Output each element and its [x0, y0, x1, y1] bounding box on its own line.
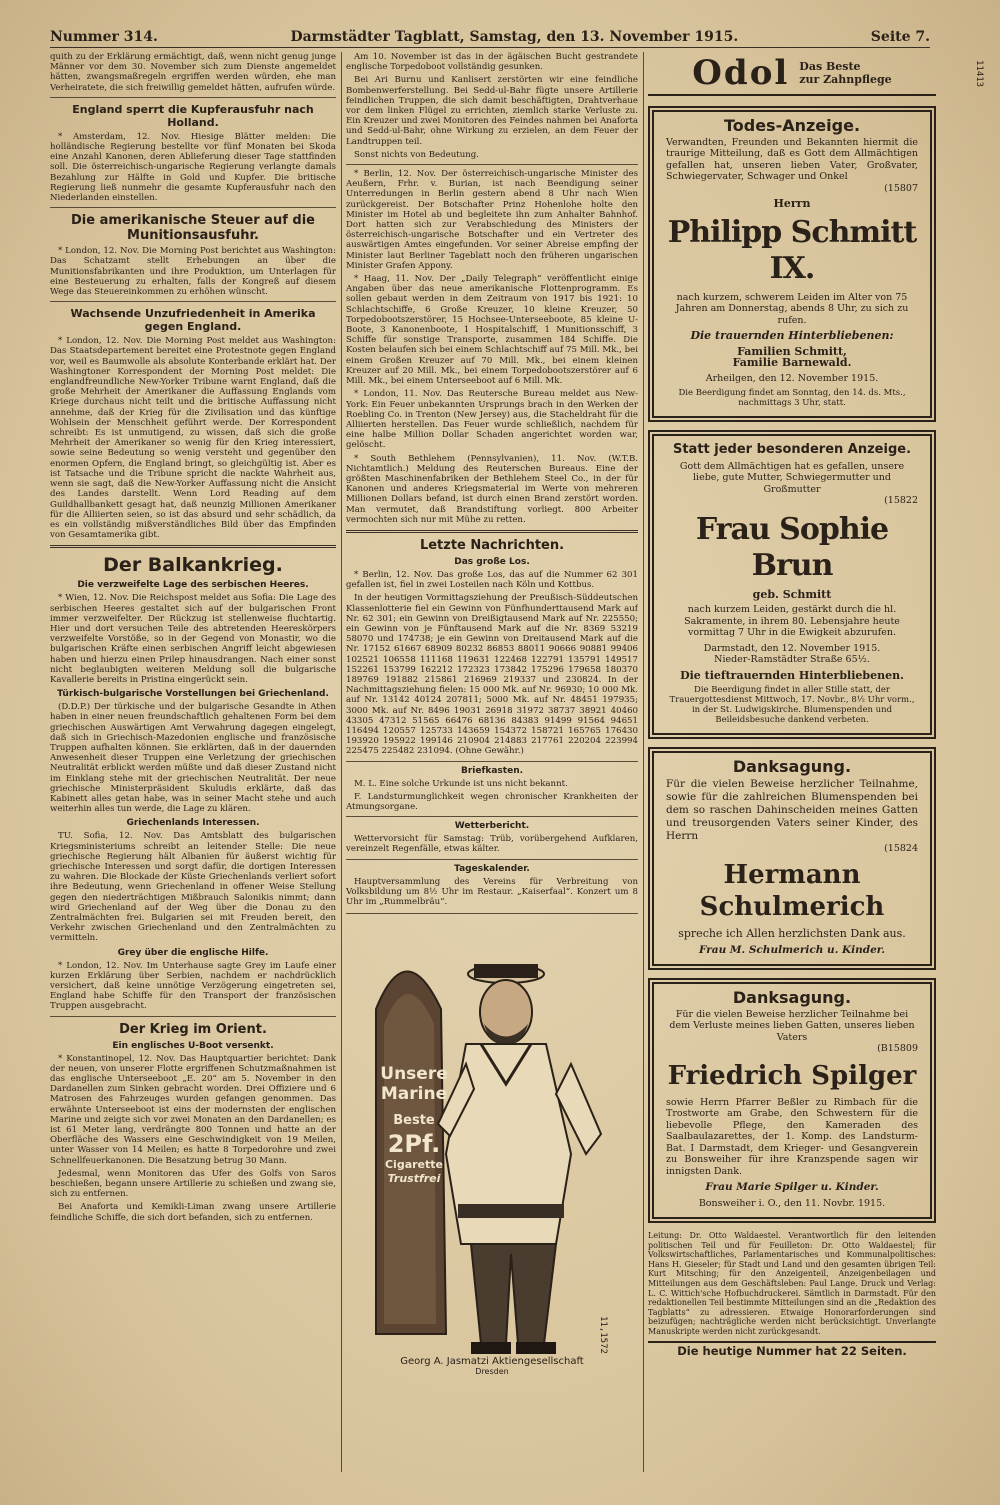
- family-name: Familien Schmitt,: [737, 344, 847, 358]
- column-3: [648, 52, 936, 1472]
- deceased-name: Philipp Schmitt IX.: [667, 214, 917, 286]
- deceased-name: Friedrich Spilger: [667, 1060, 917, 1091]
- company-name: Georg A. Jasmatzi Aktiengesellschaft: [400, 1355, 584, 1367]
- ad-title: Todes-Anzeige.: [723, 116, 861, 135]
- divider: [50, 545, 336, 548]
- deceased-name: Frau Sophie Brun: [695, 511, 889, 583]
- article-text: * Berlin, 12. Nov. Der österreichisch-ungarische Minister des Aeußern, Frhr. v. Burian, ist nach Beendigung seiner Unterredungen in Berlin gestern abend 8 Uhr nach Wien zurückgereist. Der Botschafter Prinz Hohenlohe holte den Minister im Hotel ab und begleitete ihn zum Anhalter Bahnhof. Dort hatten sich zur Verabschiedung des Ministers der österreichisch-ungarische Botschafter und ein Vertreter des auswärtigen Amtes eingefunden. Vor seiner Abreise empfing der Minister laut Berliner Tageblatt noch den früheren ungarischen Minister Grafen Appony.: [346, 169, 638, 271]
- ad-line: Trustfrei: [387, 1172, 441, 1186]
- deceased-name: Hermann Schulmerich: [699, 860, 885, 922]
- article-text: * London, 11. Nov. Das Reutersche Bureau meldet aus New-York: Ein Feuer unbekannten Ursprungs brach in den Werken der Roebling Co. in Trenton (New Jersey) aus, die Stacheldraht für die Alliierten herstellen. Das Feuer wurde schließlich, nachdem für eine halbe Million Dollar Schaden angerichtet worden war, gelöscht.: [346, 389, 638, 451]
- odol-tagline: [799, 60, 891, 86]
- subheadline: Briefkasten.: [460, 765, 524, 776]
- ad-text: nach kurzem Leiden, gestärkt durch die hl. Sakramente, in ihrem 80. Lebensjahre heute vormittag 7 Uhr in die Ewigkeit abzurufen.: [684, 604, 900, 638]
- burial-info: Die Beerdigung findet in aller Stille statt, der Trauergottesdienst Mittwoch, 17. Novbr., 8½ Uhr vorm., in der St. Ludwigskirche. Blumenspenden und Beileidsbesuche dankend verbeten.: [669, 685, 915, 725]
- ad-line: Cigarette: [384, 1158, 443, 1172]
- odol-advertisement: [648, 52, 936, 96]
- odol-brand: Odol: [692, 52, 790, 93]
- ad-line: Marine: [380, 1084, 448, 1105]
- ad-line: Beste: [393, 1113, 435, 1129]
- column-2: [346, 52, 638, 1472]
- divider: [50, 207, 336, 208]
- article-text: * Haag, 11. Nov. Der „Daily Telegraph“ veröffentlicht einige Angaben über das neue amerikanische Flottenprogramm. Es sollen gebaut werden in dem Zeitraum von 1917 bis 1921: 10 Schlachtschiffe, 6 Große Kreuzer, 10 kleine Kreuzer, 50 Torpedobootszerstörer, 15 Hochsee-Unterseeboote, 85 kleine U-Boote, 3 Kanonenboote, 1 Hospitalschiff, 1 Munitionsschiff, 3 Schiffe für sonstige Transporte, zusammen 184 Schiffe. Die Kosten belaufen sich bei einem Schlachtschiff auf 75 Mill. Mk., bei einem Großen Kreuzer auf 70 Mill. Mk., bei einem kleinen Kreuzer auf 20 Mill. Mk., bei einem Torpedobootszerstörer auf 6 Mill. Mk., bei einem Unterseeboot auf 6 Mill. Mk.: [346, 274, 638, 387]
- ad-text: Für die vielen Beweise herzlicher Teilnahme bei dem Verluste meines lieben Gatten, unseres lieben Vaters: [669, 1008, 915, 1043]
- subheadline: Griechenlands Interessen.: [126, 818, 260, 829]
- ad-ref: (B15809: [877, 1043, 918, 1054]
- article-text: * London, 12. Nov. Die Morning Post berichtet aus Washington: Das Schatzamt stellt Erhebungen an über die Munitionsfabrikanten und ihre Produktion, um Unterlagen für eine Besteuerung zu erhalten, falls der Kongreß auf diesem Wege das Steuereinkommen zu erhöhen wünscht.: [50, 246, 336, 298]
- divider: [346, 859, 638, 860]
- ad-ref: (15822: [884, 495, 918, 506]
- article-text: * Amsterdam, 12. Nov. Hiesige Blätter melden: Die holländische Regierung bestellte vor fünf Monaten bei Skoda eine Anzahl Kanonen, deren Ablieferung dieser Tage stattfinden soll. Die österreichisch-ungarische Regierung verlangte damals Bezahlung zur Hälfte in Gold und Kupfer. Die britische Regierung ließ nunmehr die gesamte Kupferausfuhr nach den Niederlanden einstellen.: [50, 131, 336, 204]
- cigarette-advertisement: [346, 913, 638, 1383]
- sailor-figure: [438, 964, 601, 1354]
- ad-stamp: 11,1572: [598, 1316, 609, 1355]
- ad-line: Unsere: [380, 1064, 448, 1085]
- section-headline: Der Krieg im Orient.: [119, 1021, 267, 1037]
- burial-info: Die Beerdigung findet am Sonntag, den 14. ds. Mts., nachmittags 3 Uhr, statt.: [678, 388, 906, 408]
- ad-place-date: Bonsweiher i. O., den 11. Novbr. 1915.: [698, 1197, 886, 1209]
- mourners-heading: Die tieftrauernden Hinterbliebenen.: [680, 668, 904, 682]
- article-text: * South Bethlehem (Pennsylvanien), 11. Nov. (W.T.B. Nichtamtlich.) Meldung des Reuterschen Bureaus. Eine der größten Maschinenfabriken der Bethlehem Steel Co., in der für Kanonen und anderes Kriegsmaterial im Werte von mehreren Millionen Dollars befand, ist durch einen Brand zerstört worden. Man vermutet, daß Brandstiftung vorliegt. 800 Arbeiter vermochten sich nur mit Mühe zu retten.: [346, 453, 638, 525]
- ad-signature: Frau Marie Spilger u. Kinder.: [705, 1181, 879, 1193]
- divider: [50, 1016, 336, 1017]
- mourners-heading: Die trauernden Hinterbliebenen:: [690, 329, 894, 342]
- ad-text: Gott dem Allmächtigen hat es gefallen, unsere liebe, gute Mutter, Schwiegermutter und Großmutter: [679, 460, 905, 495]
- divider: [50, 97, 336, 98]
- ad-place-date: Darmstadt, den 12. November 1915.: [703, 642, 881, 654]
- article-text: (D.D.P.) Der türkische und der bulgarische Gesandte in Athen haben in einer neuen freundschaftlich gehaltenen Form bei dem griechischen Auswärtigen Amt Verwahrung dagegen eingelegt, daß sich in Griechisch-Mazedonien englische und französische Truppen aufhalten können. Sie erklärten, daß in der dauernden Anwesenheit dieser Truppen eine Verletzung der griechischen Neutralität erblickt werden müßte und daß dieser Zustand nicht im Einklang stehe mit der griechischen Neutralität. Der neue griechische Ministerpräsident Skuludis erklärte, daß das Kabinett alles getan habe, was in seiner Macht stehe und auch weiterhin alles tun werde, die Lage zu klären.: [50, 702, 336, 815]
- page-count-note: Die heutige Nummer hat 22 Seiten.: [648, 1341, 936, 1356]
- lottery-results: In der heutigen Vormittagsziehung der Preußisch-Süddeutschen Klassenlotterie fiel ein Gewinn von Fünfhunderttausend Mark auf Nr. 62 301; ein Gewinn von Dreißigtausend Mark auf Nr. 225550; ein Gewinn von je Fünftausend Mark auf die Nr. 8369 53219 58070 und 174738; je ein Gewinn von Dreitausend Mark auf die Nr. 17152 61667 68909 80232 86853 88011 90666 90881 99406 102521 106558 111168 119631 122468 122791 135791 149517 152261 153799 162212 172323 173842 175296 179658 180370 189769 191882 215861 216969 219337 und 230824. In der Nachmittagsziehung fielen: 15 000 Mk. auf Nr. 96930; 10 000 Mk. auf Nr. 13142 40124 207811; 5000 Mk. auf Nr. 48451 197935; 3000 Mk. auf Nr. 8496 19031 26918 31972 38737 38921 40460 43305 47312 51565 66476 68136 84383 91499 91564 94651 116494 120557 125733 143659 154372 158721 165765 176430 193920 195922 199146 210904 214883 217761 220204 223994 225475 225482 231094. (Ohne Gewähr.): [346, 593, 638, 757]
- cigarette-brand-text: [374, 1064, 454, 1186]
- obituary-schmitt: [648, 106, 936, 422]
- article-text: Sonst nichts von Bedeutung.: [354, 149, 479, 160]
- subheadline: Das große Los.: [454, 556, 530, 567]
- article-text: * London, 12. Nov. Im Unterhause sagte Grey im Laufe einer kurzen Erklärung über Serbien, nachdem er nachdrücklich versichert, daß keine unnötige Verzögerung eingetreten sei, England habe Schiffe für den Transport der französischen Truppen ausgebracht.: [50, 960, 336, 1012]
- danksagung-spilger: [648, 978, 936, 1223]
- odol-tag-line: Das Beste: [799, 60, 861, 73]
- issue-number: Nummer 314.: [50, 28, 158, 45]
- subheadline: Tageskalender.: [454, 863, 530, 874]
- company-city: Dresden: [475, 1367, 509, 1377]
- article-text: Bei Anaforta und Kemikli-Liman zwang unsere Artillerie feindliche Schiffe, die sich dort befanden, sich zu entfernen.: [50, 1202, 336, 1223]
- column-1: [50, 52, 336, 1472]
- ad-caption: [346, 1357, 638, 1377]
- divider: [346, 530, 638, 533]
- ad-text: Für die vielen Beweise herzlicher Teilnahme, sowie für die zahlreichen Blumenspenden bei dem so raschen Dahinscheiden meines Gatten und treusorgenden Vaters seiner Kinder, des Herrn: [666, 777, 918, 842]
- ad-title: Danksagung.: [732, 757, 852, 776]
- article-text: M. L. Eine solche Urkunde ist uns nicht bekannt.: [354, 778, 568, 789]
- ad-text: nach kurzem, schwerem Leiden im Alter von 75 Jahren am Donnerstag, abends 8 Uhr, zu sich zu rufen.: [675, 291, 909, 326]
- masthead: [50, 26, 930, 48]
- divider: [346, 816, 638, 817]
- imprint: Leitung: Dr. Otto Waldaestel. Verantwortlich für den leitenden politischen Teil und für Feuilleton: Dr. Otto Waldaestel; für Volkswirtschaftliches, Parlamentarisches und Kommunalpolitisches: Hans H. Gieseler; für Stadt und Land und den gesamten übrigen Teil: Kurt Mitsching; für den Anzeigenteil, Anzeigenbeilagen und Mitteilungen aus dem Geschäftsleben: Paul Lange. Druck und Verlag: L. C. Wittich'sche Hofbuchdruckerei. Sämtlich in Darmstadt. Für den redaktionellen Teil bestimmte Mitteilungen sind an die „Redaktion des Tagblatts“ zu adressieren. Etwaige Honorarforderungen sind beizufügen; nachträgliche werden nicht berücksichtigt. Unverlangte Manuskripte werden nicht zurückgesandt.: [648, 1231, 936, 1336]
- article-text: F. Landsturmunglichkeit wegen chronischer Krankheiten der Atmungsorgane.: [346, 791, 638, 812]
- subheadline: Die verzweifelte Lage des serbischen Heeres.: [77, 580, 309, 591]
- ad-title: Danksagung.: [732, 988, 852, 1007]
- ad-text: spreche ich Allen herzlichsten Dank aus.: [678, 927, 906, 940]
- ad-text: sowie Herrn Pfarrer Beßler zu Rimbach für die Trostworte am Grabe, den Schwestern für die liebevolle Pflege, den Kameraden des Saalbaulazarettes, der 1. Komp. des Landsturm-Bat. I Darmstadt, dem Krieger- und Gesangverein zu Bonsweiher für ihre Kranzspende sagen wir innigsten Dank.: [666, 1096, 918, 1177]
- margin-stamp: 11413: [974, 60, 984, 88]
- article-text: * Konstantinopel, 12. Nov. Das Hauptquartier berichtet: Dank der neuen, von unserer Flotte ergriffenen Schutzmaßnahmen ist das englische Unterseeboot „E. 20“ am 5. November in den Dardanellen zum Sinken gebracht worden. Drei Offiziere und 6 Matrosen des Fahrzeuges wurden gefangen genommen. Das erwähnte Unterseeboot ist eins der modernsten der englischen Marine und zeigte sich vor zwei Monaten an den Dardanellen; es ist 61 Meter lang, verdrängte 800 Tonnen und hatte an der Oberfläche des Wassers eine Geschwindigkeit von 19 Meilen, unter Wasser von 14 Meilen; es hatte 8 Torpedorohre und zwei Schnellfeuerkanonen. Die Besatzung betrug 30 Mann.: [50, 1053, 336, 1166]
- subheadline: Türkisch-bulgarische Vorstellungen bei Griechenland.: [57, 689, 329, 700]
- column-rule: [643, 52, 644, 1472]
- newspaper-title: Darmstädter Tagblatt, Samstag, den 13. November 1915.: [290, 28, 739, 45]
- ad-ref: (15824: [884, 842, 918, 854]
- ad-herr: Herrn: [773, 197, 811, 210]
- subheadline: Grey über die englische Hilfe.: [117, 947, 269, 958]
- ad-geb: geb. Schmitt: [752, 587, 832, 601]
- family-name: Familie Barnewald.: [732, 356, 852, 369]
- odol-tag-line: zur Zahnpflege: [799, 73, 892, 86]
- ad-line: 2Pf.: [387, 1130, 441, 1159]
- article-text: Jedesmal, wenn Monitoren das Ufer des Golfs von Saros beschießen, begann unsere Artillerie zu schießen und zwang sie, sich zu entfernen.: [50, 1168, 336, 1200]
- article-text: * Berlin, 12. Nov. Das große Los, das auf die Nummer 62 301 gefallen ist, fiel in zwei Losteilen nach Köln und Kottbus.: [346, 569, 638, 591]
- ad-text: Verwandten, Freunden und Bekannten hiermit die traurige Mitteilung, daß es Gott dem Allmächtigen gefallen hat, unseren lieben Vater, Großvater, Schwiegervater, Schwager und Onkel: [666, 136, 918, 182]
- divider: [50, 301, 336, 302]
- divider: [346, 164, 638, 165]
- ad-place-date: Arheilgen, den 12. November 1915.: [705, 372, 879, 384]
- headline: England sperrt die Kupferausfuhr nach Holland.: [72, 102, 314, 129]
- ad-ref: (15807: [884, 182, 918, 194]
- ad-street: Nieder-Ramstädter Straße 65½.: [714, 654, 870, 665]
- article-text: Bei Ari Burnu und Kanlisert zerstörten wir eine feindliche Bombenwerferstellung. Bei Sedd-ul-Bahr fügte unsere Artillerie feindlichen Truppen, die sich damit beschäftigten, Drahtverhaue vor dem linken Flügel zu errichten, ziemlich starke Verluste zu. Ein Kreuzer und zwei Monitoren des Feindes nahmen bei Anaforta und Sedd-ul-Bahr, ohne Wirkung zu erzielen, an dem Feuer der Landtruppen teil.: [346, 75, 638, 147]
- article-text: * Wien, 12. Nov. Die Reichspost meldet aus Sofia: Die Lage des serbischen Heeres gestaltet sich auf der bulgarischen Front immer verzweifelter. Der Rückzug ist stellenweise fluchtartig. Hier und dort versuchen Teile des abtretenden Heereskörpers verzweifelte Vorstöße, so in der Gegend von Monastir, wo die bulgarischen Kräfte einen serbischen Angriff leicht abgewiesen haben und hierzu einen Prilep hinausdrangen. Nach einer sonst nicht beglaubigten weiteren Meldung soll die bulgarische Kavallerie bereits in Pristina eingerückt sein.: [50, 593, 336, 685]
- obituary-brun: [648, 430, 936, 739]
- article-text: Wettervorsicht für Samstag: Trüb, vorübergehend Aufklaren, vereinzelt Regenfälle, etwas kälter.: [346, 834, 638, 855]
- column-rule: [341, 52, 342, 1472]
- ad-signature: Frau M. Schulmerich u. Kinder.: [699, 943, 885, 956]
- article-continuation: quith zu der Erklärung ermächtigt, daß, wenn nicht genug junge Männer vor dem 30. November sich zum Dienste angemeldet hätten, zwangsmaßregeln ergriffen werden würden, ehe man Verheiratete, die sich freiwillig gemeldet hätten, aufrufen würde.: [50, 52, 336, 93]
- page-number: Seite 7.: [870, 28, 930, 45]
- ad-title: Statt jeder besonderen Anzeige.: [672, 442, 912, 457]
- article-text: * London, 12. Nov. Die Morning Post meldet aus Washington: Das Staatsdepartement bereitet eine Protestnote gegen England vor, weil es Baumwolle als absolute Konterbande erklärt hat. Der Washingtoner Korrespondent der Morning Post meldet: Die englandfreundliche New-Yorker Tribune warnt England, daß die große Mehrheit der Amerikaner die Auffassung Englands vom Kriege durchaus nicht teilt und die britische Auffassung nicht annehme, daß der Krieg für die Zivilisation und das künftige Wohlsein der Menschheit geführt werde. Der Korrespondent schreibt: Es ist unmutigend, zu wissen, daß sich die große Mehrheit der Amerikaner so wenig für den Krieg interessiert, sowie seine Bedeutung so wenig versteht und gegenüber den enormen Opfern, die England bringt, so gleichgültig ist. Aber es ist Tatsache und die Tribune spricht die nackte Wahrheit aus, wenn sie sagt, daß die New-Yorker Auffassung nicht die Ansicht des Landes darstellt. Wenn Lord Reading auf dem Guildhallbankett gesagt hat, daß neunzig Millionen Amerikaner für die Alliierten seien, so ist das absurd und sehr schädlich, da es ein vollständig mißverständliches Bild über das Empfinden von Gesamtamerika gibt.: [50, 336, 336, 541]
- article-text: TU. Sofia, 12. Nov. Das Amtsblatt des bulgarischen Kriegsministeriums schreibt an leitender Stelle: Die neue griechische Regierung hält Albanien für äußerst wichtig für griechische Interessen und sorgt dafür, die dortigen Interessen zu wahren. Die Blockade der Küste Griechenlands verliert sofort ihre Bedeutung, wenn Griechenland in offener Weise Stellung gegen den niederträchtigen Mißbrauch Salonikis nimmt; dann wird Griechenland auf der Weg über die Donau zu den Zentralmächten frei. Bulgarien sei mit Freuden bereit, den Verkehr zwischen Griechenland und den Zentralmächten zu vermitteln.: [50, 831, 336, 944]
- danksagung-schulmerich: [648, 747, 936, 970]
- subheadline: Ein englisches U-Boot versenkt.: [112, 1040, 274, 1051]
- headline: Die amerikanische Steuer auf die Munitionsausfuhr.: [71, 213, 315, 244]
- divider: [346, 761, 638, 762]
- headline: Wachsende Unzufriedenheit in Amerika gegen England.: [70, 307, 316, 334]
- article-text: Hauptversammlung des Vereins für Verbreitung von Volksbildung um 8½ Uhr im Restaur. „Kaiserfaal“. Konzert um 8 Uhr im „Rummelbräu“.: [346, 876, 638, 908]
- subheadline: Wetterbericht.: [454, 821, 530, 832]
- article-text: Am 10. November ist das in der ägäischen Bucht gestrandete englische Torpedoboot vollständig gesunken.: [346, 52, 638, 73]
- section-headline: Der Balkankrieg.: [103, 554, 283, 577]
- section-headline: Letzte Nachrichten.: [419, 537, 565, 553]
